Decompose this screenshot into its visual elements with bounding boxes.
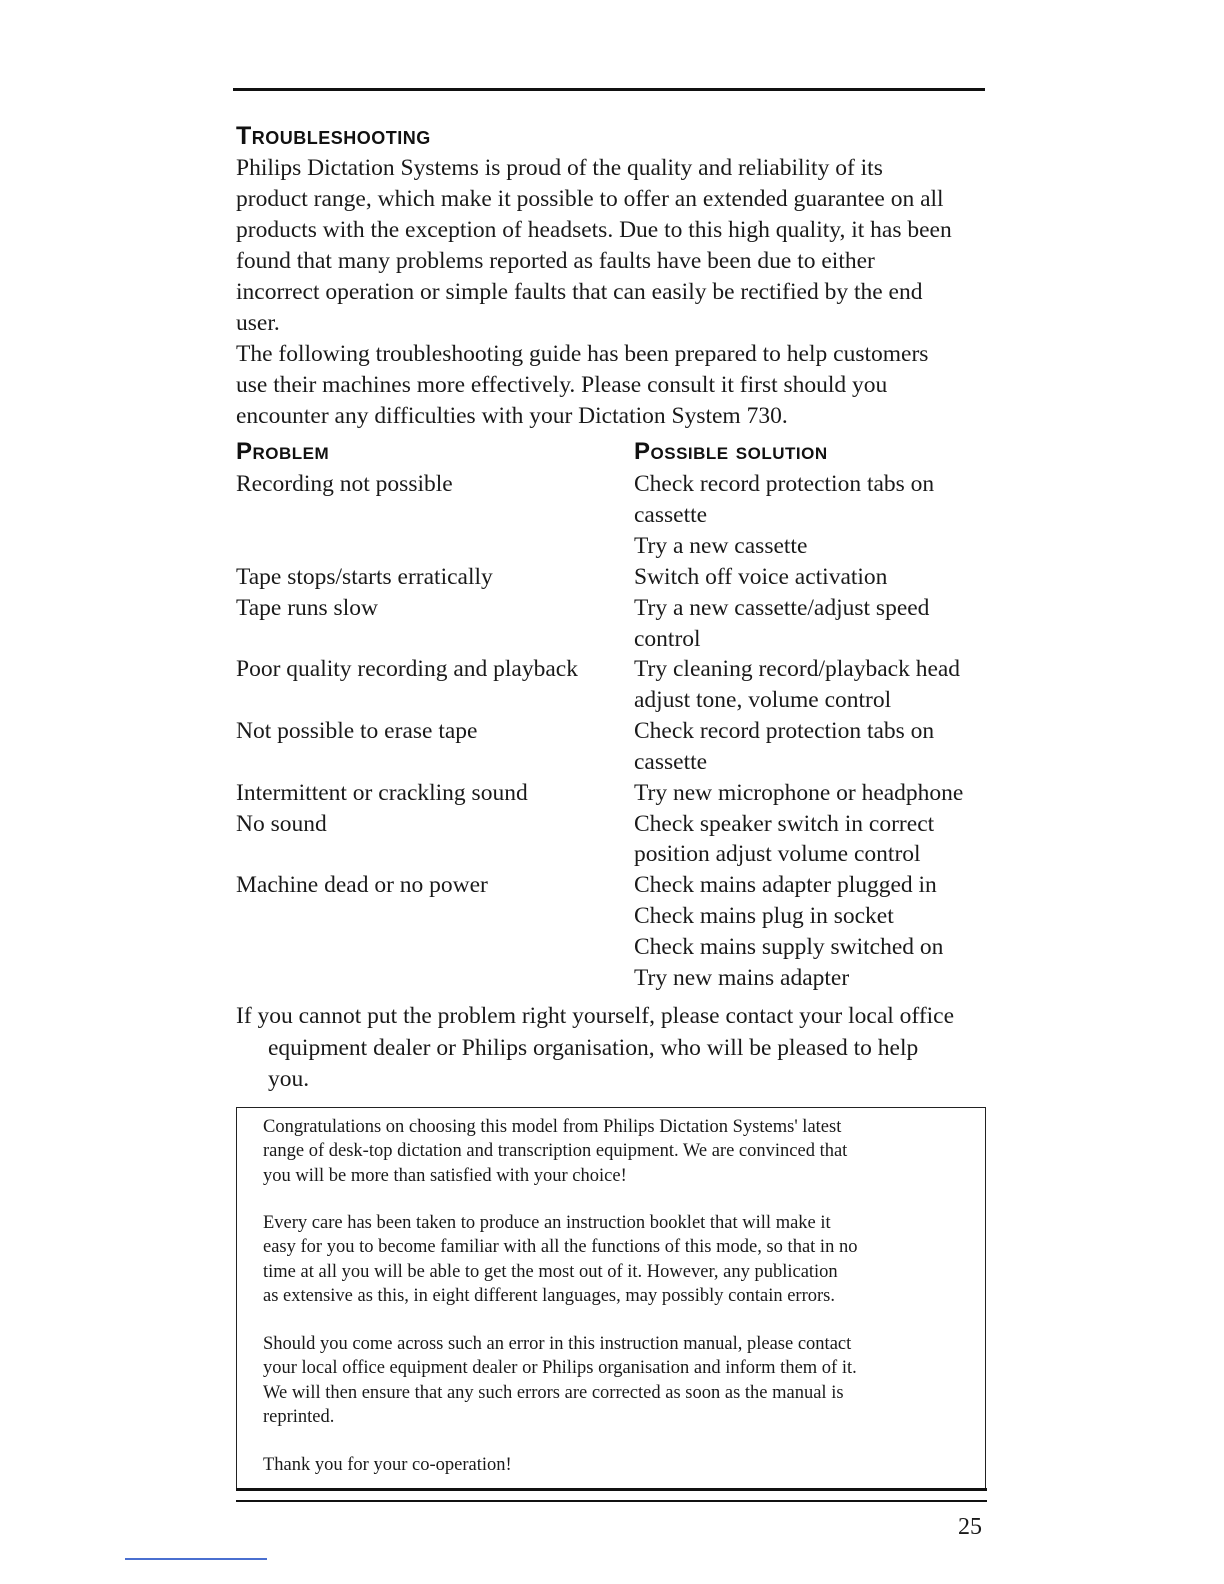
solution-column-header: Possible solution (634, 438, 828, 465)
solution-line: Try a new cassette/adjust speed (634, 595, 930, 621)
problem-item: Intermittent or crackling sound (236, 780, 528, 806)
notice-line: Congratulations on choosing this model from Philips Dictation Systems' latest (263, 1117, 842, 1137)
solution-line: adjust tone, volume control (634, 687, 892, 713)
solution-line: Check mains plug in socket (634, 903, 894, 929)
notice-line: time at all you will be able to get the most out of it. However, any publication (263, 1261, 838, 1282)
problem-column-header: Problem (236, 438, 330, 465)
solution-line: Switch off voice activation (634, 564, 888, 590)
intro-line: The following troubleshooting guide has been prepared to help customers (236, 341, 929, 367)
problem-item: Poor quality recording and playback (236, 656, 578, 682)
page-title: Troubleshooting (236, 122, 431, 150)
intro-line: Philips Dictation Systems is proud of the quality and reliability of its (236, 155, 883, 181)
notice-line: you will be more than satisfied with your choice! (263, 1165, 627, 1186)
intro-line: use their machines more effectively. Please consult it first should you (236, 372, 888, 398)
solution-line: control (634, 626, 701, 652)
closing-line: equipment dealer or Philips organisation, who will be pleased to help (268, 1034, 919, 1061)
problem-item: Tape stops/starts erratically (236, 564, 493, 590)
solution-line: cassette (634, 502, 708, 528)
closing-paragraph (236, 1001, 954, 1096)
problem-item: Not possible to erase tape (236, 718, 478, 744)
intro-line: products with the exception of headsets. Due to this high quality, it has been (236, 217, 952, 243)
solution-line: Check record protection tabs on (634, 471, 935, 497)
problem-item: Machine dead or no power (236, 872, 488, 898)
closing-line: you. (268, 1066, 310, 1092)
top-rule (233, 88, 985, 91)
notice-line: easy for you to become familiar with all the functions of this mode, so that in no (263, 1237, 858, 1258)
notice-line: Every care has been taken to produce an instruction booklet that will make it (263, 1213, 831, 1233)
intro-line: incorrect operation or simple faults that can easily be rectified by the end (236, 279, 923, 305)
intro-line: user. (236, 310, 280, 336)
solution-line: Try cleaning record/playback head (634, 656, 961, 682)
solution-line: Check mains adapter plugged in (634, 872, 937, 898)
solution-line: Try new microphone or headphone (634, 780, 964, 806)
problem-item: Tape runs slow (236, 595, 378, 621)
footer-mark (125, 1558, 267, 1560)
solution-line: Check speaker switch in correct (634, 811, 935, 837)
solution-line: Try new mains adapter (634, 965, 850, 991)
notice-line: Should you come across such an error in this instruction manual, please contact (263, 1334, 852, 1354)
solution-line: Check mains supply switched on (634, 934, 944, 960)
intro-line: encounter any difficulties with your Dictation System 730. (236, 403, 788, 429)
notice-line: as extensive as this, in eight different languages, may possibly contain errors. (263, 1285, 835, 1306)
solution-line: Check record protection tabs on (634, 718, 935, 744)
notice-line: your local office equipment dealer or Philips organisation and inform them of it. (263, 1358, 857, 1379)
page-number: 25 (958, 1514, 982, 1540)
notice-paragraph (263, 1453, 512, 1477)
notice-line: We will then ensure that any such errors are corrected as soon as the manual is (263, 1382, 844, 1403)
solution-line: cassette (634, 749, 708, 775)
notice-paragraph (263, 1332, 857, 1429)
bottom-rule-secondary (236, 1500, 987, 1502)
problem-item: No sound (236, 811, 327, 837)
solution-line: Try a new cassette (634, 533, 808, 559)
notice-paragraph (263, 1211, 857, 1308)
intro-line: found that many problems reported as faults have been due to either (236, 248, 875, 274)
notice-line: range of desk-top dictation and transcription equipment. We are convinced that (263, 1141, 848, 1162)
notice-paragraph (263, 1115, 847, 1188)
notice-line: Thank you for your co-operation! (263, 1455, 512, 1475)
intro-paragraph (236, 153, 986, 432)
notice-line: reprinted. (263, 1406, 335, 1427)
solution-line: position adjust volume control (634, 841, 921, 867)
problem-item: Recording not possible (236, 471, 453, 497)
bottom-rule (236, 1488, 987, 1491)
intro-line: product range, which make it possible to offer an extended guarantee on all (236, 186, 944, 212)
notice-box (236, 1107, 986, 1488)
closing-line: If you cannot put the problem right yourself, please contact your local office (236, 1003, 955, 1029)
